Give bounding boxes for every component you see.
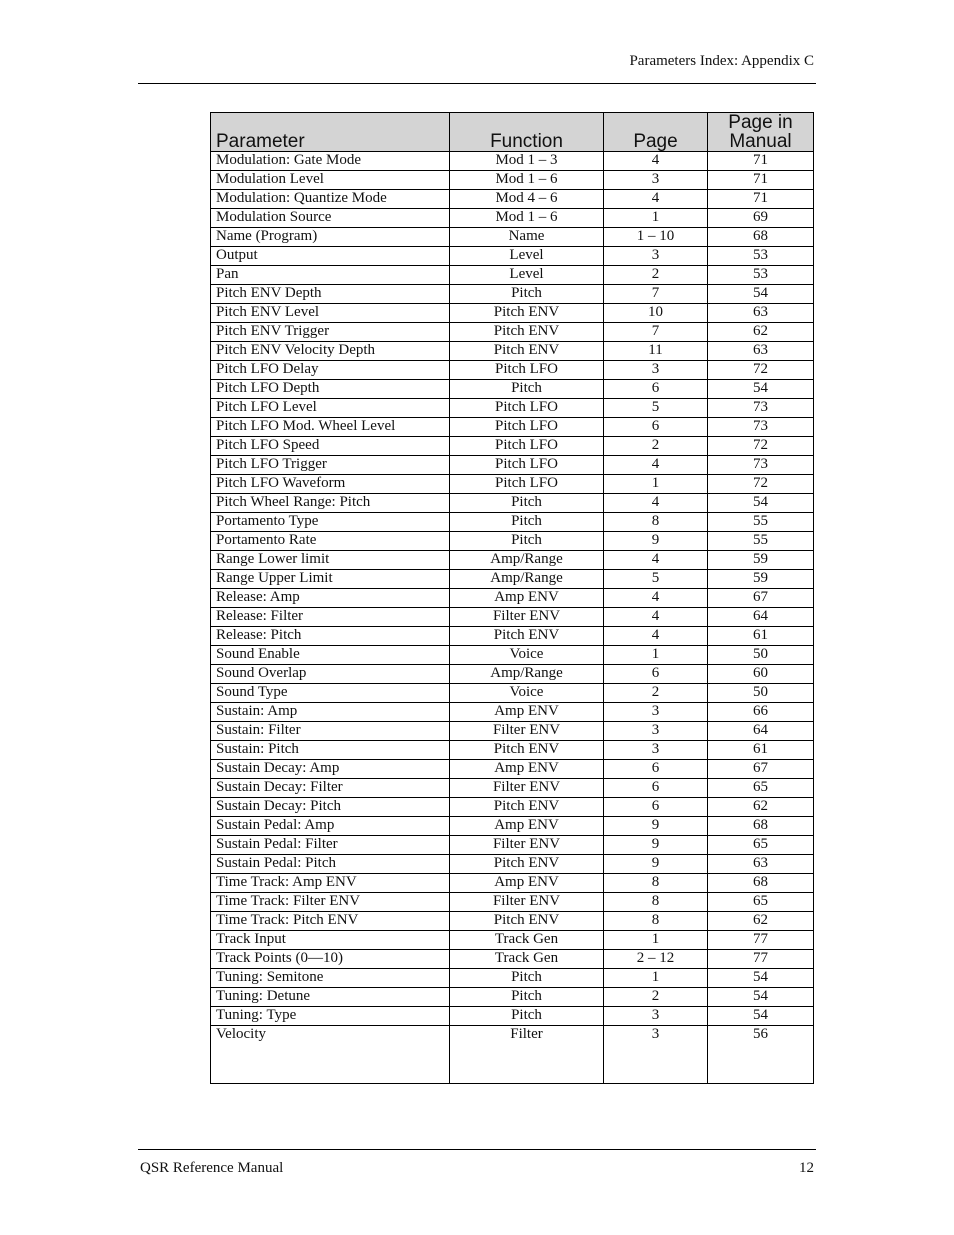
cell-page-in-manual: 59: [708, 570, 814, 589]
parameters-index-table: [210, 112, 814, 1084]
cell-function: Mod 1 – 3: [450, 152, 604, 171]
cell-function: Pitch ENV: [450, 798, 604, 817]
cell-page: 1: [604, 475, 708, 494]
cell-function: Track Gen: [450, 950, 604, 969]
cell-parameter: Tuning: Type: [211, 1007, 450, 1026]
cell-page-in-manual: 61: [708, 627, 814, 646]
cell-function: Pitch: [450, 380, 604, 399]
cell-parameter: Release: Pitch: [211, 627, 450, 646]
cell-page: 6: [604, 779, 708, 798]
cell-parameter: Pan: [211, 266, 450, 285]
cell-parameter: Range Upper Limit: [211, 570, 450, 589]
cell-function: Filter ENV: [450, 836, 604, 855]
cell-page: 1: [604, 969, 708, 988]
cell-page: 6: [604, 760, 708, 779]
cell-function: Voice: [450, 684, 604, 703]
cell-page: 11: [604, 342, 708, 361]
cell-page: 9: [604, 855, 708, 874]
table-row: [211, 437, 814, 456]
cell-page-in-manual: 63: [708, 304, 814, 323]
cell-function: Filter ENV: [450, 779, 604, 798]
cell-function: Pitch LFO: [450, 456, 604, 475]
cell-page: 4: [604, 190, 708, 209]
cell-page-in-manual: 67: [708, 760, 814, 779]
cell-function: Mod 1 – 6: [450, 171, 604, 190]
cell-function: Track Gen: [450, 931, 604, 950]
cell-parameter: Pitch ENV Trigger: [211, 323, 450, 342]
cell-parameter: Sustain Decay: Pitch: [211, 798, 450, 817]
cell-page-in-manual: 66: [708, 703, 814, 722]
cell-page: 4: [604, 456, 708, 475]
column-header-parameter: Parameter: [211, 113, 450, 152]
cell-parameter: Sustain Pedal: Amp: [211, 817, 450, 836]
cell-page-in-manual: 68: [708, 817, 814, 836]
cell-function: Pitch LFO: [450, 361, 604, 380]
cell-parameter: Tuning: Detune: [211, 988, 450, 1007]
cell-page: 8: [604, 912, 708, 931]
cell-function: Pitch ENV: [450, 627, 604, 646]
cell-page: 3: [604, 361, 708, 380]
cell-page: 4: [604, 152, 708, 171]
cell-page-in-manual: 71: [708, 190, 814, 209]
table-row: [211, 779, 814, 798]
cell-page-in-manual: 67: [708, 589, 814, 608]
cell-page: 3: [604, 741, 708, 760]
cell-page-in-manual: 68: [708, 874, 814, 893]
table-row: [211, 190, 814, 209]
cell-page: 6: [604, 380, 708, 399]
cell-parameter: Time Track: Amp ENV: [211, 874, 450, 893]
cell-page-in-manual: 68: [708, 228, 814, 247]
cell-function: Level: [450, 247, 604, 266]
cell-page-in-manual: 65: [708, 893, 814, 912]
table-row: [211, 988, 814, 1007]
table-row: [211, 1026, 814, 1084]
cell-parameter: Sustain: Filter: [211, 722, 450, 741]
table-row: [211, 551, 814, 570]
cell-function: Pitch: [450, 1007, 604, 1026]
table-row: [211, 152, 814, 171]
cell-page-in-manual: 65: [708, 836, 814, 855]
cell-parameter: Portamento Rate: [211, 532, 450, 551]
cell-page-in-manual: 64: [708, 608, 814, 627]
table-row: [211, 494, 814, 513]
cell-page-in-manual: 54: [708, 988, 814, 1007]
cell-page: 3: [604, 703, 708, 722]
cell-parameter: Sustain Pedal: Filter: [211, 836, 450, 855]
cell-function: Filter ENV: [450, 608, 604, 627]
cell-page-in-manual: 64: [708, 722, 814, 741]
cell-function: Amp/Range: [450, 665, 604, 684]
cell-parameter: Release: Amp: [211, 589, 450, 608]
cell-parameter: Pitch LFO Level: [211, 399, 450, 418]
cell-page-in-manual: 62: [708, 798, 814, 817]
table-row: [211, 418, 814, 437]
cell-page: 6: [604, 418, 708, 437]
cell-function: Pitch: [450, 285, 604, 304]
cell-function: Pitch ENV: [450, 304, 604, 323]
cell-page-in-manual: 60: [708, 665, 814, 684]
cell-page-in-manual: 72: [708, 361, 814, 380]
cell-parameter: Output: [211, 247, 450, 266]
footer-rule: [138, 1149, 816, 1150]
cell-parameter: Pitch LFO Delay: [211, 361, 450, 380]
cell-page: 9: [604, 836, 708, 855]
table-row: [211, 703, 814, 722]
cell-page: 3: [604, 247, 708, 266]
cell-page-in-manual: 69: [708, 209, 814, 228]
cell-page: 4: [604, 494, 708, 513]
cell-parameter: Pitch LFO Speed: [211, 437, 450, 456]
cell-page: 7: [604, 323, 708, 342]
table-row: [211, 608, 814, 627]
cell-function: Filter ENV: [450, 722, 604, 741]
footer-page-number: 12: [799, 1160, 814, 1176]
cell-page: 2: [604, 684, 708, 703]
cell-page-in-manual: 55: [708, 532, 814, 551]
cell-page-in-manual: 77: [708, 931, 814, 950]
cell-page-in-manual: 63: [708, 342, 814, 361]
cell-page-in-manual: 65: [708, 779, 814, 798]
cell-page-in-manual: 71: [708, 171, 814, 190]
cell-function: Pitch LFO: [450, 418, 604, 437]
cell-parameter: Sustain Decay: Amp: [211, 760, 450, 779]
cell-parameter: Pitch ENV Level: [211, 304, 450, 323]
cell-page: 4: [604, 551, 708, 570]
cell-page-in-manual: 77: [708, 950, 814, 969]
cell-page-in-manual: 72: [708, 475, 814, 494]
cell-parameter: Modulation Source: [211, 209, 450, 228]
column-header-page: Page: [604, 113, 708, 152]
table-row: [211, 969, 814, 988]
cell-function: Pitch ENV: [450, 741, 604, 760]
cell-parameter: Modulation Level: [211, 171, 450, 190]
table-row: [211, 342, 814, 361]
cell-page: 6: [604, 665, 708, 684]
table-row: [211, 760, 814, 779]
table-body: [211, 152, 814, 1084]
cell-function: Pitch LFO: [450, 437, 604, 456]
footer-manual-title: QSR Reference Manual: [140, 1160, 284, 1176]
cell-parameter: Modulation: Gate Mode: [211, 152, 450, 171]
table-row: [211, 684, 814, 703]
cell-page-in-manual: 55: [708, 513, 814, 532]
table-row: [211, 836, 814, 855]
cell-parameter: Time Track: Filter ENV: [211, 893, 450, 912]
table-row: [211, 950, 814, 969]
cell-function: Pitch ENV: [450, 912, 604, 931]
cell-page: 4: [604, 608, 708, 627]
cell-parameter: Pitch LFO Mod. Wheel Level: [211, 418, 450, 437]
cell-page-in-manual: 53: [708, 266, 814, 285]
table-header-row: [211, 113, 814, 152]
table-row: [211, 247, 814, 266]
cell-function: Amp/Range: [450, 570, 604, 589]
cell-parameter: Modulation: Quantize Mode: [211, 190, 450, 209]
cell-page-in-manual: 50: [708, 646, 814, 665]
cell-page: 8: [604, 513, 708, 532]
table-row: [211, 893, 814, 912]
cell-page: 1: [604, 646, 708, 665]
cell-parameter: Release: Filter: [211, 608, 450, 627]
cell-function: Level: [450, 266, 604, 285]
cell-page-in-manual: 62: [708, 323, 814, 342]
cell-page-in-manual: 54: [708, 1007, 814, 1026]
cell-function: Mod 4 – 6: [450, 190, 604, 209]
table-row: [211, 304, 814, 323]
cell-function: Pitch: [450, 969, 604, 988]
table-row: [211, 266, 814, 285]
cell-page: 9: [604, 817, 708, 836]
table-row: [211, 589, 814, 608]
cell-parameter: Pitch Wheel Range: Pitch: [211, 494, 450, 513]
table-row: [211, 722, 814, 741]
table-row: [211, 456, 814, 475]
cell-parameter: Sound Overlap: [211, 665, 450, 684]
cell-page-in-manual: 62: [708, 912, 814, 931]
header-rule: [138, 83, 816, 84]
table-row: [211, 171, 814, 190]
cell-page: 1: [604, 209, 708, 228]
cell-parameter: Sustain Decay: Filter: [211, 779, 450, 798]
cell-function: Amp ENV: [450, 874, 604, 893]
cell-function: Pitch: [450, 513, 604, 532]
cell-page: 8: [604, 874, 708, 893]
cell-function: Voice: [450, 646, 604, 665]
cell-page-in-manual: 54: [708, 494, 814, 513]
cell-parameter: Time Track: Pitch ENV: [211, 912, 450, 931]
cell-page: 3: [604, 1026, 708, 1084]
column-header-page-in-manual: Page in Manual: [708, 113, 814, 152]
cell-page: 2: [604, 437, 708, 456]
cell-parameter: Sound Type: [211, 684, 450, 703]
cell-page-in-manual: 71: [708, 152, 814, 171]
cell-function: Pitch LFO: [450, 475, 604, 494]
cell-parameter: Sustain: Amp: [211, 703, 450, 722]
cell-page-in-manual: 73: [708, 418, 814, 437]
table-row: [211, 209, 814, 228]
cell-page-in-manual: 59: [708, 551, 814, 570]
cell-page-in-manual: 56: [708, 1026, 814, 1084]
cell-parameter: Tuning: Semitone: [211, 969, 450, 988]
cell-function: Pitch ENV: [450, 342, 604, 361]
cell-parameter: Pitch LFO Waveform: [211, 475, 450, 494]
table-row: [211, 532, 814, 551]
table-row: [211, 912, 814, 931]
cell-page-in-manual: 61: [708, 741, 814, 760]
table-row: [211, 228, 814, 247]
cell-parameter: Velocity: [211, 1026, 450, 1084]
cell-parameter: Pitch ENV Velocity Depth: [211, 342, 450, 361]
cell-function: Name: [450, 228, 604, 247]
cell-parameter: Range Lower limit: [211, 551, 450, 570]
cell-function: Mod 1 – 6: [450, 209, 604, 228]
cell-page: 8: [604, 893, 708, 912]
table-row: [211, 931, 814, 950]
cell-function: Amp ENV: [450, 589, 604, 608]
cell-page-in-manual: 53: [708, 247, 814, 266]
cell-page: 4: [604, 589, 708, 608]
cell-page-in-manual: 54: [708, 285, 814, 304]
cell-parameter: Track Input: [211, 931, 450, 950]
cell-page: 1: [604, 931, 708, 950]
cell-page: 3: [604, 171, 708, 190]
cell-parameter: Sustain: Pitch: [211, 741, 450, 760]
cell-function: Pitch: [450, 494, 604, 513]
table-row: [211, 855, 814, 874]
cell-parameter: Pitch LFO Depth: [211, 380, 450, 399]
cell-page-in-manual: 50: [708, 684, 814, 703]
cell-function: Amp ENV: [450, 703, 604, 722]
table-row: [211, 361, 814, 380]
cell-page: 5: [604, 399, 708, 418]
cell-function: Pitch: [450, 988, 604, 1007]
cell-page: 3: [604, 722, 708, 741]
table-row: [211, 513, 814, 532]
cell-page-in-manual: 54: [708, 969, 814, 988]
cell-page-in-manual: 73: [708, 456, 814, 475]
table-row: [211, 627, 814, 646]
cell-function: Filter: [450, 1026, 604, 1084]
cell-function: Filter ENV: [450, 893, 604, 912]
table-row: [211, 570, 814, 589]
cell-function: Amp ENV: [450, 817, 604, 836]
cell-parameter: Sustain Pedal: Pitch: [211, 855, 450, 874]
table-row: [211, 285, 814, 304]
table-row: [211, 380, 814, 399]
table-row: [211, 399, 814, 418]
cell-page: 7: [604, 285, 708, 304]
table-row: [211, 646, 814, 665]
table-row: [211, 1007, 814, 1026]
cell-function: Pitch ENV: [450, 855, 604, 874]
table-row: [211, 323, 814, 342]
cell-parameter: Pitch ENV Depth: [211, 285, 450, 304]
table-row: [211, 741, 814, 760]
table-row: [211, 874, 814, 893]
table-row: [211, 475, 814, 494]
cell-function: Pitch: [450, 532, 604, 551]
cell-page: 5: [604, 570, 708, 589]
cell-page: 4: [604, 627, 708, 646]
cell-parameter: Sound Enable: [211, 646, 450, 665]
cell-page: 2 – 12: [604, 950, 708, 969]
cell-function: Amp ENV: [450, 760, 604, 779]
cell-page: 2: [604, 266, 708, 285]
cell-page-in-manual: 54: [708, 380, 814, 399]
cell-parameter: Portamento Type: [211, 513, 450, 532]
cell-parameter: Name (Program): [211, 228, 450, 247]
cell-parameter: Track Points (0—10): [211, 950, 450, 969]
cell-function: Pitch LFO: [450, 399, 604, 418]
cell-page-in-manual: 63: [708, 855, 814, 874]
cell-page: 1 – 10: [604, 228, 708, 247]
cell-page: 6: [604, 798, 708, 817]
table-row: [211, 798, 814, 817]
cell-page: 3: [604, 1007, 708, 1026]
table-row: [211, 817, 814, 836]
cell-page: 9: [604, 532, 708, 551]
cell-function: Amp/Range: [450, 551, 604, 570]
cell-function: Pitch ENV: [450, 323, 604, 342]
cell-page-in-manual: 73: [708, 399, 814, 418]
table-row: [211, 665, 814, 684]
cell-parameter: Pitch LFO Trigger: [211, 456, 450, 475]
cell-page: 2: [604, 988, 708, 1007]
running-header: Parameters Index: Appendix C: [629, 53, 814, 69]
column-header-function: Function: [450, 113, 604, 152]
cell-page: 10: [604, 304, 708, 323]
cell-page-in-manual: 72: [708, 437, 814, 456]
